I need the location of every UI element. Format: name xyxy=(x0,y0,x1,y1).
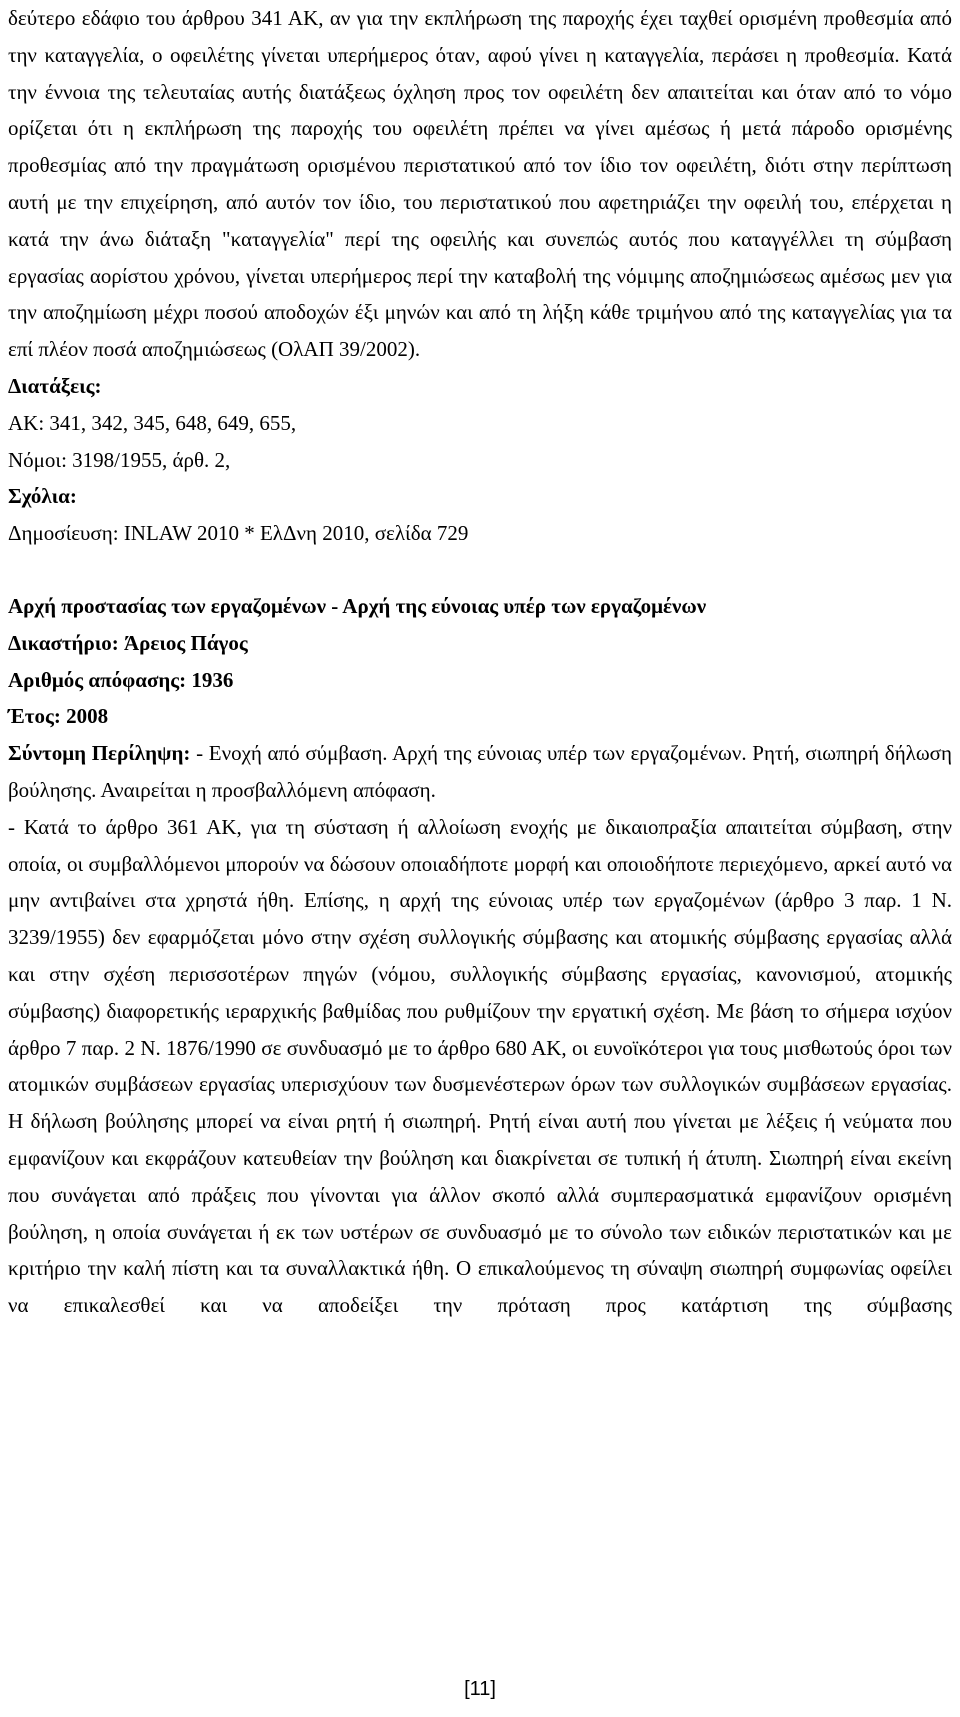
decision-value: 1936 xyxy=(191,667,234,692)
summary-text: - Ενοχή από σύμβαση. Αρχή της εύνοιας υπέρ των εργαζομένων. Ρητή, σιωπηρή δήλωση βούλησης. Αναιρείται η προσβαλλόμενη απόφαση. xyxy=(8,741,952,802)
provisions-label: Διατάξεις: xyxy=(8,373,102,398)
publication-line: Δημοσίευση: INLAW 2010 * ΕλΔνη 2010, σελίδα 729 xyxy=(8,521,469,546)
court-line xyxy=(8,625,952,662)
comments-label: Σχόλια: xyxy=(8,484,77,509)
decision-body-paragraph: - Κατά το άρθρο 361 ΑΚ, για τη σύσταση ή αλλοίωση ενοχής με δικαιοπραξία απαιτείται σύμβαση, στην οποία, οι συμβαλλόμενοι μπορούν να δώσουν οποιαδήποτε μορφή και οποιοδήποτε περιεχόμενο, αρκεί αυτό να μην αντιβαίνει στα χρηστά ήθη. Επίσης, η αρχή της εύνοιας υπέρ των εργαζομένων (άρθρο 3 παρ. 1 Ν. 3239/1955) δεν εφαρμόζεται μόνο στην σχέση συλλογικής σύμβασης και ατομικής σύμβασης εργασίας αλλά και στην σχέση περισσοτέρων πηγών (νόμου, συλλογικής σύμβασης εργασίας, κανονισμού, ατομικής σύμβασης) διαφορετικής ιεραρχικής βαθμίδας που ρυθμίζουν την εργατική σχέση. Με βάση το σήμερα ισχύον άρθρο 7 παρ. 2 Ν. 1876/1990 σε συνδυασμό με το άρθρο 680 ΑΚ, οι ευνοϊκότεροι για τους μισθωτούς όροι των ατομικών συμβάσεων εργασίας υπερισχύουν των δυσμενέστερων όρων των συλλογικών συμβάσεων εργασίας. Η δήλωση βούλησης μπορεί να είναι ρητή ή σιωπηρή. Ρητή είναι αυτή που γίνεται με λέξεις ή νεύματα που εμφανίζουν και εκφράζουν κατευθείαν την βούληση και διακρίνεται σε τυπική ή άτυπη. Σιωπηρή είναι εκείνη που συνάγεται από πράξεις που γίνονται για άλλον σκοπό αλλά συμπερασματικά εμφανίζουν ορισμένη βούληση, η οποία συνάγεται ή εκ των υστέρων σε συνδυασμό με το σύνολο των ειδικών περιστατικών και με κριτήριο την καλή πίστη και τα συναλλακτικά ήθη. Ο επικαλούμενος τη σύναψη σιωπηρή συμφωνίας οφείλει να επικαλεσθεί και να αποδείξει την πρόταση προς κατάρτιση της σύμβασης xyxy=(8,814,952,1318)
decision-label: Αριθμός απόφασης: xyxy=(8,667,187,692)
year-line xyxy=(8,698,952,735)
provisions-ak: ΑΚ: 341, 342, 345, 648, 649, 655, xyxy=(8,410,297,435)
provisions-laws: Νόμοι: 3198/1955, άρθ. 2, xyxy=(8,447,231,472)
paragraph-article-341: δεύτερο εδάφιο του άρθρου 341 ΑΚ, αν για την εκπλήρωση της παροχής έχει ταχθεί ορισμένη προθεσμία από την καταγγελία, ο οφειλέτης γίνεται υπερήμερος όταν, αφού γίνει η καταγγελία, περάσει η προθεσμία. Κατά την έννοια της τελευταίας αυτής διατάξεως όχληση προς τον οφειλέτη δεν απαιτείται και όταν από το νόμο ορίζεται ότι η εκπλήρωση της παροχής του οφειλέτη πρέπει να γίνει αμέσως ή μετά πάροδο ορισμένης προθεσμίας από την πραγμάτωση ορισμένου περιστατικού από τον ίδιο τον οφειλέτη, διότι στην περίπτωση αυτή με την επιχείρηση, από αυτόν τον ίδιο, του περιστατικού που αφετηριάζει την οφειλή του, επέρχεται η κατά την άνω διάταξη "καταγγελία" περί της οφειλής και συνεπώς αυτός που καταγγέλλει τη σύμβαση εργασίας αορίστου χρόνου, γίνεται υπερήμερος περί την καταβολή της νόμιμης αποζημιώσεως αμέσως μεν για την αποζημίωση μέχρι ποσού αποδοχών έξι μηνών και από τη λήξη κάθε τριμήνου από της καταγγελίας για τα επί πλέον ποσά αποζημιώσεως (ΟλΑΠ 39/2002). xyxy=(8,6,952,362)
year-label: Έτος: xyxy=(8,704,61,729)
section-spacer xyxy=(8,552,952,588)
section-heading: Αρχή προστασίας των εργαζομένων - Αρχή της εύνοιας υπέρ των εργαζομένων xyxy=(8,593,707,618)
decision-line xyxy=(8,662,952,699)
summary-paragraph xyxy=(8,735,952,809)
court-label: Δικαστήριο: xyxy=(8,630,119,655)
year-value: 2008 xyxy=(66,704,109,729)
summary-label: Σύντομη Περίληψη: xyxy=(8,741,191,766)
document-page xyxy=(8,0,952,1324)
page-number: [11] xyxy=(464,1678,496,1700)
court-value: Άρειος Πάγος xyxy=(123,630,248,655)
